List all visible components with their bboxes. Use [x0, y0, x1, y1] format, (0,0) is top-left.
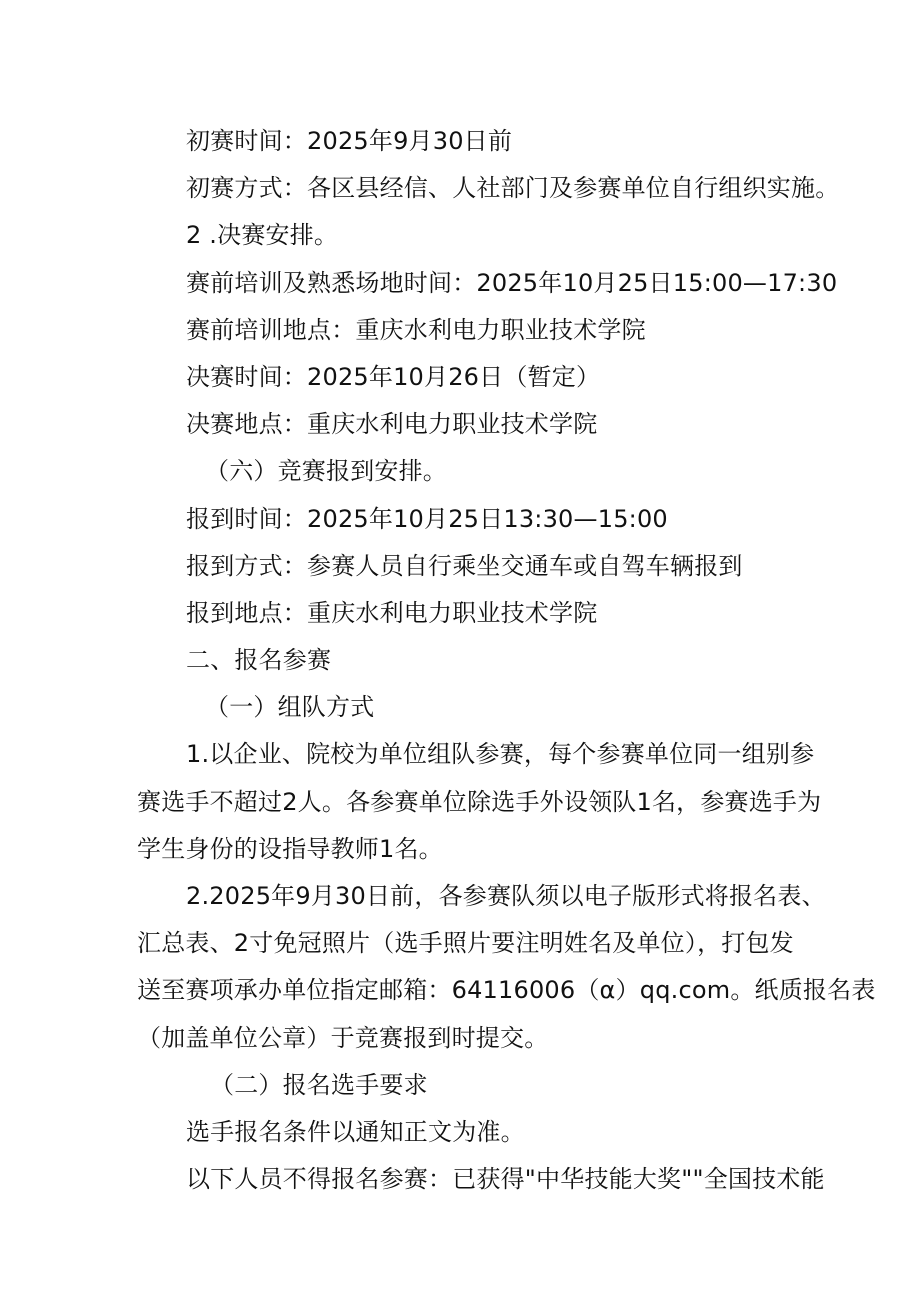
subsection-heading: （二）报名选手要求 — [210, 1070, 428, 1099]
paragraph-line: 以下人员不得报名参赛：已获得"中华技能大奖""全国技术能 — [186, 1165, 825, 1194]
text-line: 赛前培训及熟悉场地时间：2025年10月25日15:00—17:30 — [186, 268, 838, 297]
paragraph-line: 选手报名条件以通知正文为准。 — [186, 1117, 525, 1146]
text-line: 报到方式：参赛人员自行乘坐交通车或自驾车辆报到 — [186, 551, 743, 580]
text-line: 初赛时间：2025年9月30日前 — [186, 127, 513, 155]
text-line: 决赛时间：2025年10月26日（暂定） — [186, 362, 601, 391]
subsection-heading: （一）组队方式 — [205, 693, 375, 722]
paragraph-line: 2.2025年9月30日前，各参赛队须以电子版形式将报名表、 — [186, 882, 826, 910]
text-line: 初赛方式：各区县经信、人社部门及参赛单位自行组织实施。 — [186, 174, 840, 203]
section-heading: （六）竞赛报到安排。 — [205, 457, 447, 486]
paragraph-line: 赛选手不超过2人。各参赛单位除选手外设领队1名，参赛选手为 — [137, 787, 822, 816]
text-line: 赛前培训地点：重庆水利电力职业技术学院 — [186, 315, 646, 344]
paragraph-line: 1.以企业、院校为单位组队参赛，每个参赛单位同一组别参 — [186, 740, 815, 769]
paragraph-line: （加盖单位公章）于竞赛报到时提交。 — [137, 1023, 549, 1052]
text-line: 2 .决赛安排。 — [186, 221, 339, 250]
paragraph-line: 汇总表、2寸免冠照片（选手照片要注明姓名及单位），打包发 — [137, 929, 794, 958]
text-line: 报到地点：重庆水利电力职业技术学院 — [186, 598, 598, 627]
section-heading: 二、报名参赛 — [186, 646, 332, 675]
text-line: 决赛地点：重庆水利电力职业技术学院 — [186, 410, 598, 439]
paragraph-line: 送至赛项承办单位指定邮箱：64116006（α）qq.com。纸质报名表 — [137, 976, 876, 1005]
paragraph-line: 学生身份的设指导教师1名。 — [137, 834, 443, 863]
text-line: 报到时间：2025年10月25日13:30—15:00 — [186, 504, 668, 533]
document-page — [0, 118, 920, 1203]
